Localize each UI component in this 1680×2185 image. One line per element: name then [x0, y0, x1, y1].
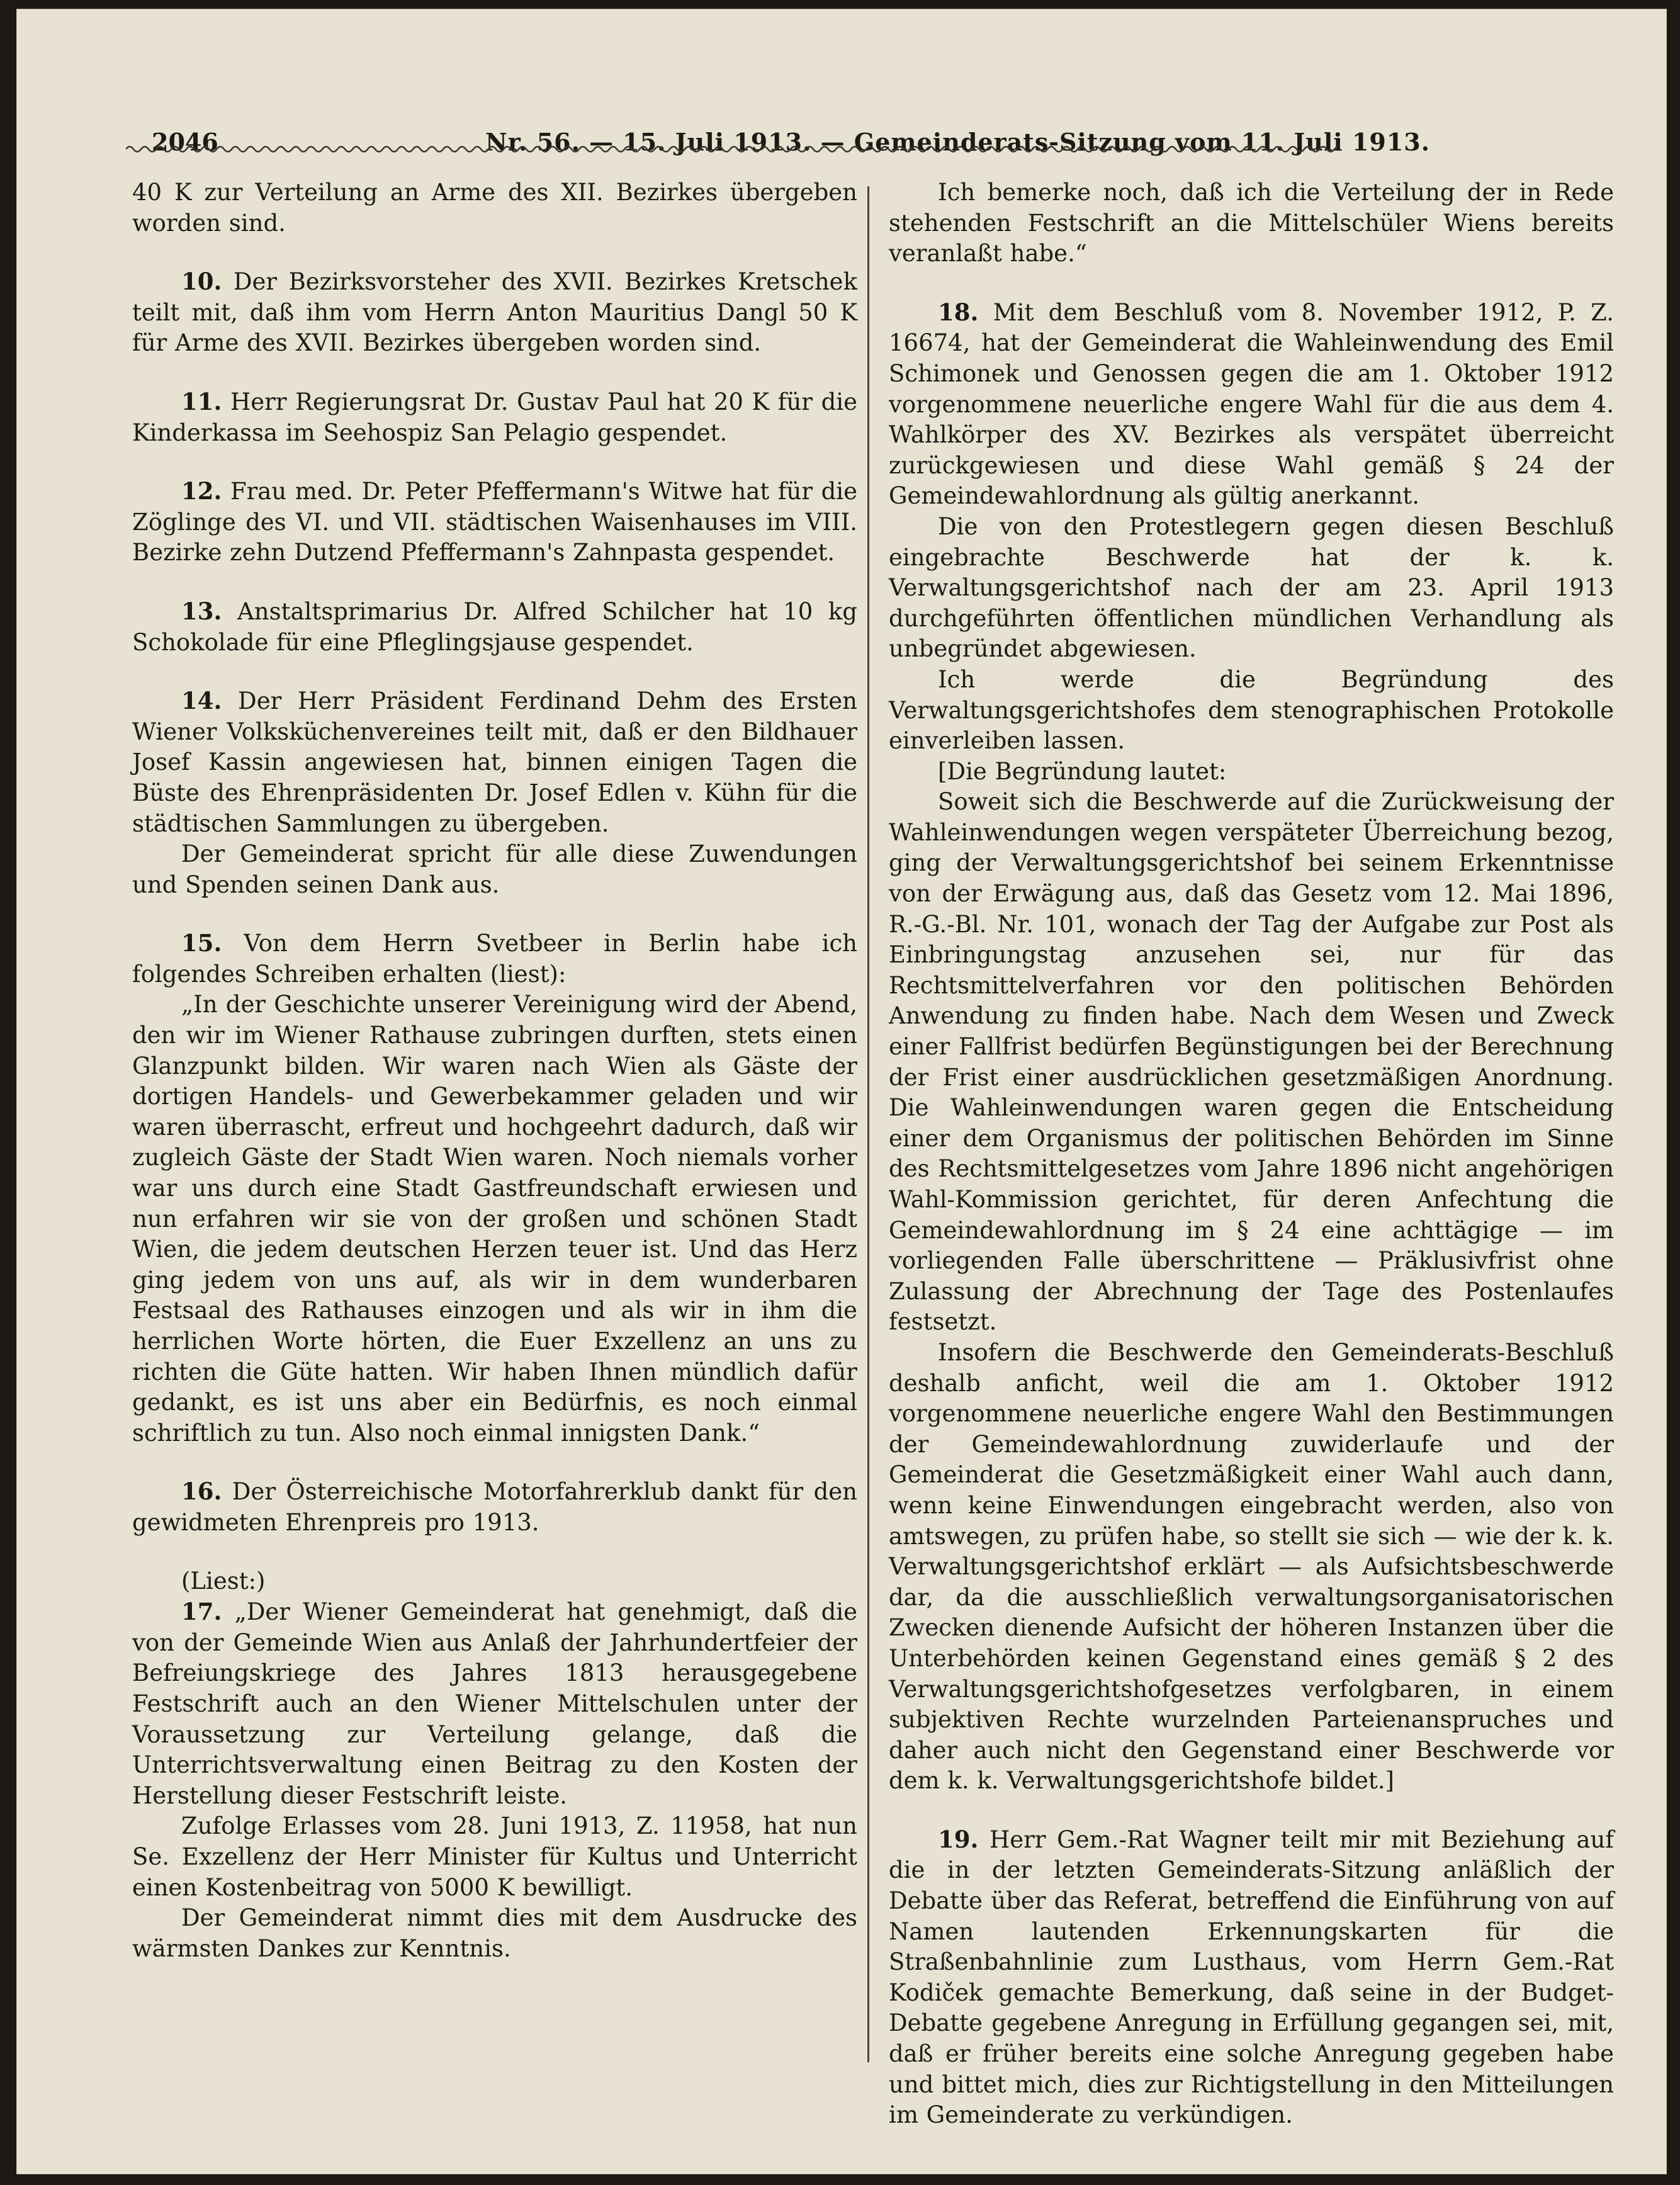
- column-divider: [867, 186, 869, 2062]
- protocol-paragraph: Ich werde die Begründung des Verwaltungsgerichtshofes dem stenographischen Protokolle einverleiben lassen.: [889, 665, 1614, 755]
- item-12: 12. Frau med. Dr. Peter Pfeffermann's Witwe hat für die Zöglinge des VI. und VII. städtischen Waisenhauses im VIII. Bezirke zehn Dutzend Pfeffermann's Zahnpasta gespendet.: [132, 477, 858, 567]
- item-11: 11. Herr Regierungsrat Dr. Gustav Paul hat 20 K für die Kinderkassa im Seehospiz San Pelagio gespendet.: [132, 387, 858, 446]
- left-column: [132, 178, 857, 1964]
- reasoning-paragraph-1: Soweit sich die Beschwerde auf die Zurückweisung der Wahleinwendungen wegen verspäteter Überreichung bezog, ging der Verwaltungsgerichtshof bei seinem Erkenntnisse von der Erwägung aus, daß das Gesetz vom 12. Mai 1896, R.-G.-Bl. Nr. 101, wonach der Tag der Aufgabe zur Post als Einbringungstag anzusehen sei, nur für das Rechtsmittelverfahren vor den politischen Behörden Anwendung zu finden habe. Nach dem Wesen und Zweck einer Fallfrist bedürfen Begünstigungen bei der Berechnung der Frist einer ausdrücklichen gesetzmäßigen Anordnung. Die Wahleinwendungen waren gegen die Entscheidung einer dem Organismus der politischen Behörden im Sinne des Rechtsmittelgesetzes vom Jahre 1896 nicht angehörigen Wahl-Kommission gerichtet, für deren Anfechtung die Gemeindewahlordnung im § 24 eine achttägige — im vorliegenden Falle überschrittene — Präklusivfrist ohne Zulassung der Abrechnung der Tage des Postenlaufes festsetzt.: [889, 788, 1614, 1336]
- header-wavy-rule: [126, 142, 1338, 156]
- acknowledgement-paragraph: Der Gemeinderat nimmt dies mit dem Ausdrucke des wärmsten Dankes zur Kenntnis.: [132, 1904, 857, 1962]
- closing-remark: Ich bemerke noch, daß ich die Verteilung der in Rede stehenden Festschrift an die Mittelschüler Wiens bereits veranlaßt habe.“: [889, 179, 1614, 268]
- thanks-paragraph: Der Gemeinderat spricht für alle diese Zuwendungen und Spenden seinen Dank aus.: [132, 840, 857, 898]
- item-19: 19. Herr Gem.-Rat Wagner teilt mir mit Beziehung auf die in der letzten Gemeinderats-Sitzung anläßlich der Debatte über das Referat, betreffend die Einführung von auf Namen lautenden Erkennungskarten für die Straßenbahnlinie zum Lusthaus, vom Herrn Gem.-Rat Kodiček gemachte Bemerkung, daß seine in der Budget-Debatte gegebene Anregung in Erfüllung gegangen sei, mit, daß er früher bereits eine solche Anregung gegeben habe und bittet mich, dies zur Richtigstellung in den Mitteilungen im Gemeinderate zu verkündigen.: [889, 1825, 1614, 2129]
- reasoning-paragraph-2: Insofern die Beschwerde den Gemeinderats-Beschluß deshalb anficht, weil die am 1. Oktober 1912 vorgenommene neuerliche engere Wahl den Bestimmungen der Gemeindewahlordnung zuwiderlaufe und der Gemeinderat die Gesetzmäßigkeit einer Wahl auch dann, wenn keine Einwendungen eingebracht werden, also von amtswegen, zu prüfen habe, so stellt sie sich — wie der k. k. Verwaltungsgerichtshof erklärt — als Aufsichtsbeschwerde dar, da die ausschließlich verwaltungsorganisatorischen Zwecken dienende Aufsicht der höheren Instanzen über die Unterbehörden keinen Gegenstand eines gemäß § 2 des Verwaltungsgerichtshofgesetzes verfolgbaren, in einem subjektiven Rechte wurzelnden Parteienanspruches und daher auch nicht den Gegenstand einer Beschwerde vor dem k. k. Verwaltungsgerichtshofe bildet.]: [889, 1338, 1614, 1795]
- page-number: 2046: [152, 128, 218, 156]
- item-15: 15. Von dem Herrn Svetbeer in Berlin habe ich folgendes Schreiben erhalten (liest):: [132, 929, 857, 988]
- liest-note: (Liest:): [181, 1567, 266, 1595]
- item-10: 10. Der Bezirksvorsteher des XVII. Bezirkes Kretschek teilt mit, daß ihm vom Herrn Anton Mauritius Dangl 50 K für Arme des XVII. Bezirkes übergeben worden sind.: [132, 268, 858, 357]
- paragraph-continuation: 40 K zur Verteilung an Arme des XII. Bezirkes übergeben worden sind.: [132, 179, 857, 237]
- header-title: Nr. 56. — 15. Juli 1913. — Gemeinderats-Sitzung vom 11. Juli 1913.: [485, 128, 1430, 156]
- item-13: 13. Anstaltsprimarius Dr. Alfred Schilcher hat 10 kg Schokolade für eine Pfleglingsjause gespendet.: [132, 597, 857, 656]
- quoted-letter: „In der Geschichte unserer Vereinigung wird der Abend, den wir im Wiener Rathause zubringen durften, stets einen Glanzpunkt bilden. Wir waren nach Wien als Gäste der dortigen Handels- und Gewerbekammer geladen und wir waren überrascht, erfreut und hochgeehrt dadurch, daß wir zugleich Gäste der Stadt Wien waren. Noch niemals vorher war uns durch eine Stadt Gastfreundschaft erwiesen und nun erfahren wir sie von der großen und schönen Stadt Wien, die jedem deutschen Herzen teuer ist. Und das Herz ging jedem von uns auf, als wir in dem wunderbaren Festsaal des Rathauses einzogen und als wir in ihm die herrlichen Worte hörten, die Euer Exzellenz an uns zu richten die Güte hatten. Wir haben Ihnen mündlich dafür gedankt, es ist uns aber ein Bedürfnis, es noch einmal schriftlich zu tun. Also noch einmal innigsten Dank.“: [132, 991, 857, 1447]
- item-16: 16. Der Österreichische Motorfahrerklub dankt für den gewidmeten Ehrenpreis pro 1913.: [132, 1477, 858, 1536]
- item-18: 18. Mit dem Beschluß vom 8. November 1912, P. Z. 16674, hat der Gemeinderat die Wahleinwendung des Emil Schimonek und Genossen gegen die am 1. Oktober 1912 vorgenommene neuerliche engere Wahl für die aus dem 4. Wahlkörper des XV. Bezirkes als verspätet überreicht zurückgewiesen und diese Wahl gemäß § 24 der Gemeindewahlordnung als gültig anerkannt.: [889, 298, 1614, 510]
- item-14: 14. Der Herr Präsident Ferdinand Dehm des Ersten Wiener Volksküchenvereines teilt mit, daß er den Bildhauer Josef Kassin angewiesen hat, binnen einigen Tagen die Büste des Ehrenpräsidenten Dr. Josef Edlen v. Kühn für die städtischen Sammlungen zu übergeben.: [132, 687, 858, 837]
- right-column: [889, 178, 1614, 2131]
- item-17: 17. „Der Wiener Gemeinderat hat genehmigt, daß die von der Gemeinde Wien aus Anlaß der Jahrhundertfeier der Befreiungskriege des Jahres 1813 herausgegebene Festschrift auch an den Wiener Mittelschulen unter der Voraussetzung zur Verteilung gelange, daß die Unterrichtsverwaltung einen Beitrag zu den Kosten der Herstellung dieser Festschrift leiste.: [132, 1598, 857, 1809]
- decree-paragraph: Zufolge Erlasses vom 28. Juni 1913, Z. 11958, hat nun Se. Exzellenz der Herr Minister für Kultus und Unterricht einen Kostenbeitrag von 5000 K bewilligt.: [132, 1812, 857, 1901]
- reasoning-heading: [Die Begründung lautet:: [938, 757, 1227, 785]
- complaint-paragraph: Die von den Protestlegern gegen diesen Beschluß eingebrachte Beschwerde hat der k. k. Verwaltungsgerichtshof nach der am 23. April 1913 durchgeführten öffentlichen mündlichen Verhandlung als unbegründet abgewiesen.: [889, 512, 1614, 663]
